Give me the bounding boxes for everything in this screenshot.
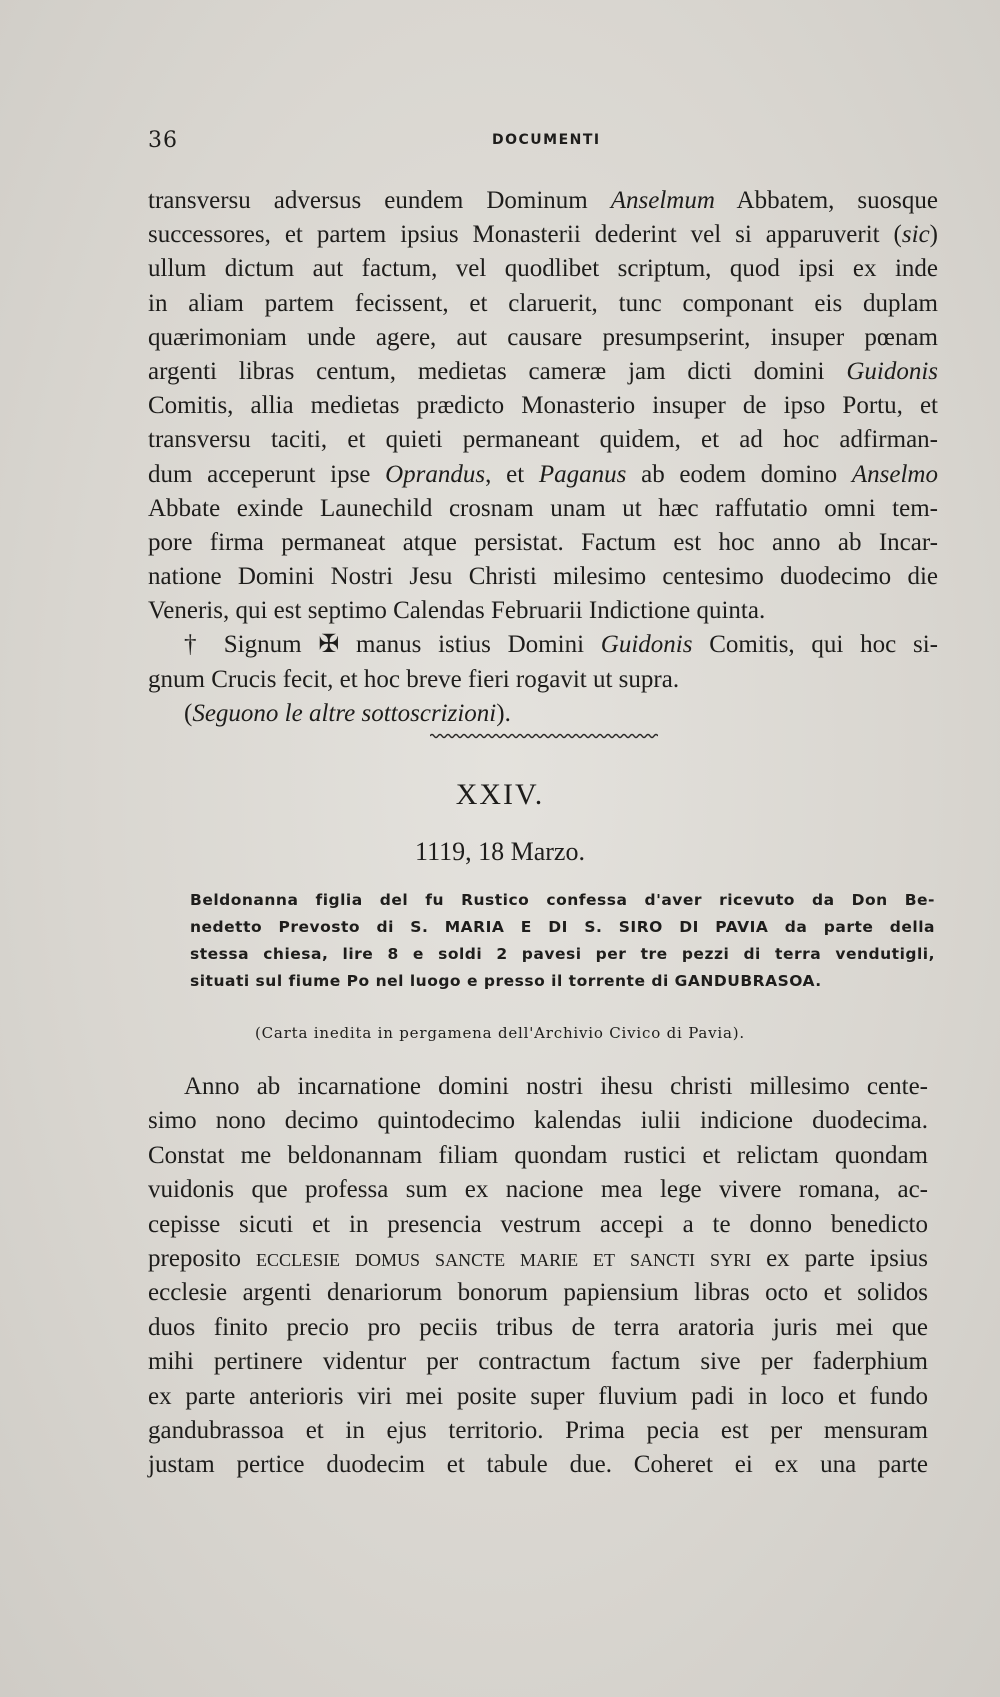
text-line: vuidonis que professa sum ex nacione mea lege vivere romana, ac- [148,1176,928,1204]
text-line: Veneris, qui est septimo Calendas Februarii Indictione quinta. [148,597,766,625]
source-note: (Carta inedita in pergamena dell'Archivio Civico di Pavia). [255,1024,745,1042]
page-number: 36 [148,128,178,153]
document-number: XXIV. [455,778,545,811]
document-summary [190,887,935,995]
text-line: pore firma permaneat atque persistat. Factum est hoc anno ab Incar- [148,528,938,556]
page-header [148,128,928,158]
text-line: Anno ab incarnatione domini nostri ihesu christi millesimo cente- [184,1073,928,1100]
text-line: cepisse sicuti et in presencia vestrum accepi a te donno benedicto [148,1210,928,1238]
editor-note: (Seguono le altre sottoscrizioni). [184,699,511,727]
text-line: gandubrassoa et in ejus territorio. Prima pecia est per mensuram [148,1416,928,1444]
running-title: DOCUMENTI [492,132,601,148]
document-text [148,1070,928,1483]
text-line: ex parte anterioris viri mei posite super fluvium padi in loco et fundo [148,1382,928,1410]
signature-line: † Signum ✠ manus istius Domini Guidonis Comitis, qui hoc si- [184,631,938,659]
summary-line: nedetto Prevosto di S. MARIA E DI S. SIRO DI PAVIA da parte della [190,918,935,936]
text-line: justam pertice duodecim et tabule due. Coheret ei ex una parte [148,1451,928,1479]
text-line: mihi pertinere videntur per contractum factum sive per faderphium [148,1348,928,1376]
summary-line: Beldonanna figlia del fu Rustico confessa d'aver ricevuto da Don Be- [190,891,935,909]
document-date: 1119, 18 Marzo. [415,837,585,866]
text-line: Constat me beldonannam filiam quondam rustici et relictam quondam [148,1141,928,1169]
text-line: transversu taciti, et quieti permaneant quidem, et ad hoc adfirman- [148,426,938,454]
separator-rule [430,733,658,739]
text-line: argenti libras centum, medietas cameræ jam dicti domini Guidonis [148,357,938,385]
text-line: transversu adversus eundem Dominum Anselmum Abbatem, suosque [148,187,938,214]
text-line: Comitis, allia medietas prædicto Monasterio insuper de ipso Portu, et [148,392,938,420]
signature-line: gnum Crucis fecit, et hoc breve fieri rogavit ut supra. [148,665,680,693]
text-line: ecclesie argenti denariorum bonorum papiensium libras octo et solidos [148,1279,928,1307]
text-line: ullum dictum aut factum, vel quodlibet scriptum, quod ipsi ex inde [148,255,938,283]
text-line: in aliam partem fecissent, et claruerit, tunc componant eis duplam [148,289,938,317]
text-line: natione Domini Nostri Jesu Christi milesimo centesimo duodecimo die [148,563,938,591]
text-line: successores, et partem ipsius Monasterii dederint vel si apparuverit (sic) [148,221,938,249]
text-line: Abbate exinde Launechild crosnam unam ut hæc raffutatio omni tem- [148,494,938,522]
text-line: duos finito precio pro peciis tribus de terra aratoria juris mei que [148,1313,928,1341]
summary-line: stessa chiesa, lire 8 e soldi 2 pavesi per tre pezzi di terra vendutigli, [190,945,935,963]
text-line: simo nono decimo quintodecimo kalendas iulii indicione duodecima. [148,1107,928,1135]
previous-document-text [148,184,938,731]
wavy-separator [430,733,658,739]
text-line: preposito ecclesie domus sancte marie et sancti syri ex parte ipsius [148,1244,928,1272]
text-line: quærimoniam unde agere, aut causare presumpserint, insuper pœnam [148,323,938,351]
text-line: dum acceperunt ipse Oprandus, et Paganus ab eodem domino Anselmo [148,460,938,488]
summary-line: situati sul fiume Po nel luogo e presso il torrente di GANDUBRASOA. [190,972,822,990]
